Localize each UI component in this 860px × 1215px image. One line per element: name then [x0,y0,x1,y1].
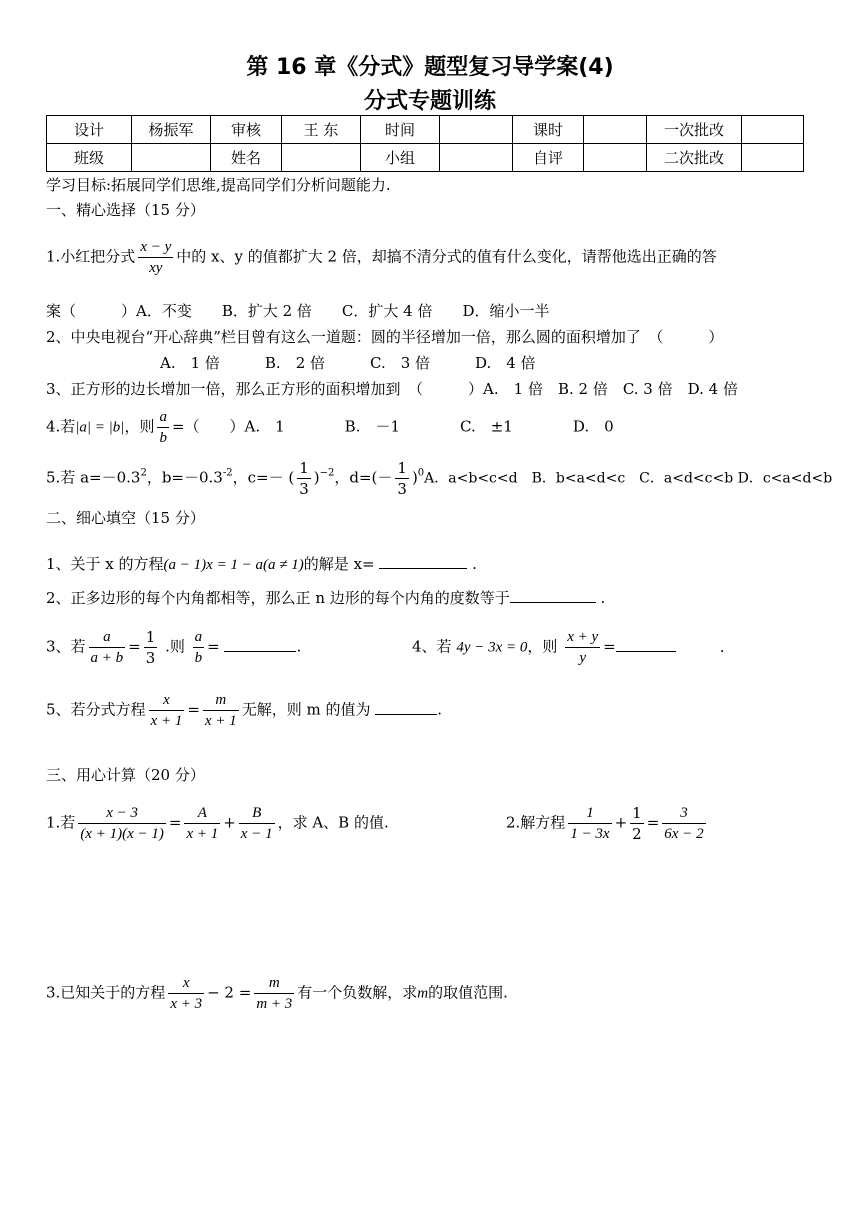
c1-a-denominator: x + 1 [186,826,219,842]
question-5: 5.若 $a=-0.3^2$，$b=-0.3^{-2}$，c=－ ( $\frac{1}{3}$ )$^{-2}$，d=(－ $\frac{1}{3}$ )$^0$A．a<b<c<d B．b<a<d<c C．a<d<c<b D．c<a<d<b [46,459,833,498]
q4-mid: ，则 [124,417,155,436]
q5-c-fraction [297,458,311,499]
c3-fraction-right [254,973,294,1014]
cell-time-label: 时间 [361,116,440,144]
f3-value-fraction [144,627,158,668]
question-2: 2、中央电视台“开心辞典”栏目曾有这么一道题：圆的半径增加一倍，那么圆的面积增加了 （ ） [46,328,724,346]
cell-reviewer: 王 东 [282,116,361,144]
cell-second-grading-value[interactable] [742,144,804,172]
c2-numerator-1: 1 [568,803,611,824]
f3-answer-blank[interactable] [224,634,296,652]
cell-first-grading-value[interactable] [742,116,804,144]
f3-query-numerator: a [193,627,205,648]
q5-options: A．a<b<c<d B．b<a<d<c C．a<d<c<b D．c<a<d<b [424,470,833,487]
f5-prefix: 5、若分式方程 [46,700,146,719]
cell-self-eval-label: 自评 [513,144,584,172]
f5-suffix: 无解，则 m 的值为 [241,700,371,719]
c1-fraction-a [184,803,220,844]
c2-denominator-1: 1 − 3x [570,826,610,842]
cell-name-value[interactable] [282,144,361,172]
q5-c: ，c=－ ( [232,468,295,487]
cell-designer: 杨振军 [132,116,211,144]
q1-denominator: xy [149,260,163,276]
c3-prefix: 3.已知关于的方程 [46,983,166,1002]
f1-equation: (a − 1)x = 1 − a(a ≠ 1) [163,557,304,573]
c1-fraction-b [239,803,275,844]
q5-b-exponent: -2 [222,467,233,479]
c2-numerator-3: 3 [662,803,705,824]
q5-d-denominator: 3 [397,480,407,498]
section-1-heading: 一、精心选择（15 分） [46,201,205,219]
f5-right-denominator: x + 1 [204,713,237,729]
fill-5: 5、若分式方程 $\frac{x}{x + 1}$ = $\frac{m}{x + 1}$ 无解，则 m 的值为 . [46,692,443,729]
cell-name-label: 姓名 [211,144,282,172]
f3-query-denominator: b [194,650,203,666]
c3-suffix-1: 有一个负数解，求 [297,983,418,1002]
f1-suffix: 的解是 x= [303,555,375,573]
f3-prefix: 3、若 [46,637,86,656]
fill-1: 1、关于 x 的方程(a − 1)x = 1 − a(a ≠ 1)的解是 x= . [46,551,477,575]
calc-1: 1.若 $\frac{x - 3}{(x + 1)(x - 1)}$ = $\frac{A}{x + 1}$ + $\frac{B}{x - 1}$ ，求 A、B 的值. [46,805,389,842]
q4-prefix: 4.若 [46,417,76,436]
c2-numerator-2: 1 [632,804,642,822]
f4-equation: 4y − 3x = 0 [456,639,528,656]
c1-b-numerator: B [239,803,275,824]
q5-d-fraction [395,458,409,499]
cell-first-grading-label: 一次批改 [647,116,742,144]
f4-denominator: y [579,650,586,666]
info-row-2 [47,144,804,172]
q5-a: 5.若 a=－0.3 [46,468,141,487]
f2-text: 2、正多边形的每个内角都相等，那么正 n 边形的每个内角的度数等于 [46,589,510,607]
c3-fraction-left [168,973,204,1014]
q4-equation: |a| = |b| [75,419,125,436]
q5-c-exponent: −2 [319,467,335,479]
cell-time-value[interactable] [440,116,513,144]
cell-group-value[interactable] [440,144,513,172]
question-1-options: 案（ ）A．不变 B．扩大 2 倍 C．扩大 4 倍 D．缩小一半 [46,302,550,320]
f5-fraction-left [149,690,185,731]
f2-answer-blank[interactable] [510,585,596,603]
f4-numerator: x + y [565,627,600,648]
f1-answer-blank[interactable] [379,551,467,569]
cell-review-label: 审核 [211,116,282,144]
q5-c-numerator: 1 [299,459,309,477]
fill-3: 3、若 $\frac{a}{a + b}$ = $\frac{1}{3}$ .则 $\frac{a}{b}$ = . [46,628,302,667]
f5-fraction-right [203,690,239,731]
q4-denominator: b [159,430,167,446]
cell-second-grading-label: 二次批改 [647,144,742,172]
f3-denominator: a + b [90,650,124,666]
page-title: 第 16 章《分式》题型复习导学案(4) [246,55,614,80]
c3-right-numerator: m [254,973,294,994]
c1-denominator: (x + 1)(x − 1) [80,826,164,842]
c1-numerator: x − 3 [78,803,166,824]
f5-right-numerator: m [203,690,239,711]
q5-b: ，b=－0.3 [146,468,223,487]
question-2-options: A. 1 倍 B. 2 倍 C. 3 倍 D. 4 倍 [160,354,536,372]
c1-fraction [78,803,166,844]
f5-left-denominator: x + 1 [150,713,183,729]
f5-left-numerator: x [149,690,185,711]
c1-prefix: 1.若 [46,813,76,832]
q5-a-exponent: 2 [140,467,147,479]
c3-suffix-2: 的取值范围. [428,983,508,1002]
f3-value-numerator: 1 [145,628,156,646]
f5-answer-blank[interactable] [375,697,437,715]
q4-numerator: a [157,407,169,428]
f3-query-fraction [193,627,205,668]
learning-objective: 学习目标:拓展同学们思维,提高同学们分析问题能力. [46,176,391,194]
cell-group-label: 小组 [361,144,440,172]
c2-fraction-2 [630,803,644,844]
c2-fraction-3 [662,803,705,844]
calc-3 [46,973,508,1014]
q1-fraction [138,237,173,278]
question-1 [46,237,717,278]
f4-prefix: 4、若 [412,637,452,656]
c3-left-denominator: x + 3 [170,996,203,1012]
c1-a-numerator: A [184,803,220,824]
info-table [46,115,804,172]
c3-right-denominator: m + 3 [256,996,293,1012]
cell-class-label: 班级 [47,144,132,172]
f1-prefix: 1、关于 x 的方程 [46,555,164,573]
f4-fraction [565,627,600,668]
c1-b-denominator: x − 1 [240,826,273,842]
cell-self-eval-value[interactable] [584,144,647,172]
c2-denominator-2: 2 [632,825,642,843]
f3-value-denominator: 3 [145,649,156,667]
section-2-heading: 二、细心填空（15 分） [46,509,205,527]
q5-c-denominator: 3 [299,480,309,498]
f3-fraction [89,627,126,668]
c3-variable-m: m [417,985,429,1002]
question-3: 3、正方形的边长增加一倍，那么正方形的面积增加到 （ ）A. 1 倍 B. 2 倍 C. 3 倍 D. 4 倍 [46,380,738,398]
q1-numerator: x − y [138,237,173,258]
f3-numerator: a [89,627,126,648]
cell-period-value[interactable] [584,116,647,144]
q5-d: ，d=(－ [334,468,393,487]
q1-text: 中的 x、y 的值都扩大 2 倍，却搞不清分式的值有什么变化，请帮他选出正确的答 [176,247,717,266]
cell-period-label: 课时 [513,116,584,144]
fill-2: 2、正多边形的每个内角都相等，那么正 n 边形的每个内角的度数等于 . [46,585,605,608]
q5-d-exponent: 0 [417,467,425,479]
fill-4: 4、若 4y − 3x = 0，则 $\frac{x + y}{y}$ = . [412,629,725,666]
calc-2: 2.解方程 $\frac{1}{1 - 3x}$ + $\frac{1}{2}$ = $\frac{3}{6x - 2}$ [506,804,704,843]
cell-design-label: 设计 [47,116,132,144]
f4-mid: ，则 [527,637,558,656]
info-row-1 [47,116,804,144]
c2-denominator-3: 6x − 2 [664,826,704,842]
q4-options: =（ ）A. 1 B. －1 C. ±1 D. 0 [171,417,614,436]
q5-d-numerator: 1 [397,459,407,477]
page-subtitle: 分式专题训练 [363,89,496,114]
c2-fraction-1 [568,803,611,844]
question-4 [46,407,614,448]
f3-mid: .则 [165,637,185,656]
q1-prefix: 1.小红把分式 [46,247,136,266]
c2-prefix: 2.解方程 [506,813,566,832]
f4-answer-blank[interactable] [616,634,676,652]
section-3-heading: 三、用心计算（20 分） [46,766,205,784]
c3-mid: − 2 = [207,983,252,1002]
c1-suffix: ，求 A、B 的值. [277,813,389,832]
q4-fraction [157,407,169,448]
c3-left-numerator: x [168,973,204,994]
cell-class-value[interactable] [132,144,211,172]
